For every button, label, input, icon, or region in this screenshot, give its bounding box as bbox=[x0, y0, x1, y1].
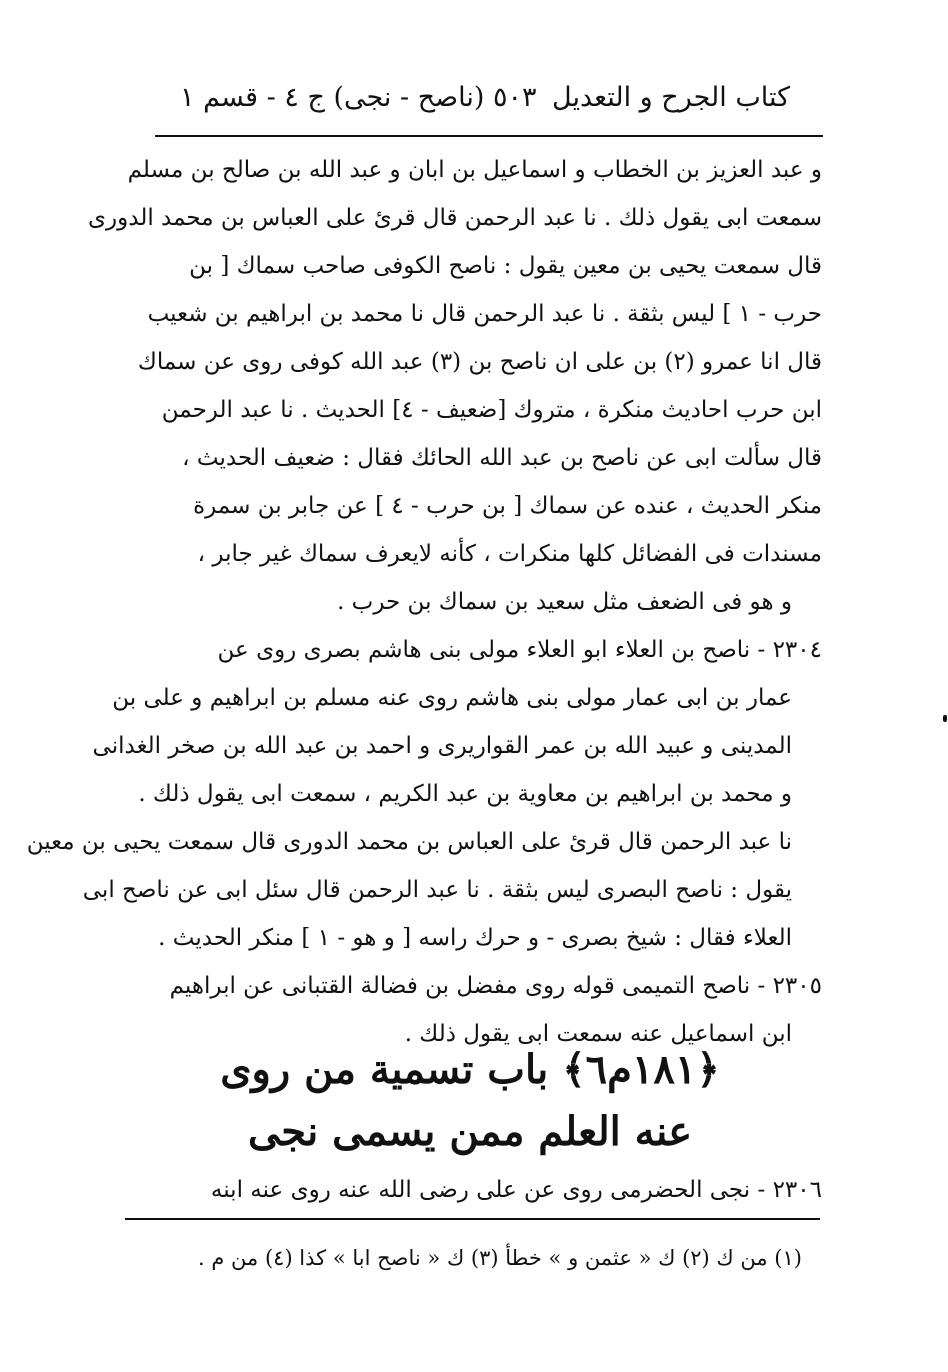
footnote-rule bbox=[125, 1218, 820, 1220]
text-line: منكر الحديث ، عنده عن سماك [ بن حرب - ٤ ] عن جابر بن سمرة bbox=[193, 493, 822, 519]
footnotes: (١) من ك (٢) ك « عثمن و » خطأ (٣) ك « ناصح ابا » كذا (٤) من م . bbox=[198, 1246, 802, 1270]
entry-line: عمار بن ابى عمار مولى بنى هاشم روى عنه مسلم بن ابراهيم و على بن bbox=[112, 685, 792, 711]
header-rule bbox=[155, 135, 823, 137]
margin-mark bbox=[943, 715, 947, 722]
entry-line: ٢٣٠٥ - ناصح التميمى قوله روى مفضل بن فضالة القتبانى عن ابراهيم bbox=[169, 973, 822, 999]
text-line: ابن حرب احاديث منكرة ، متروك [ضعيف - ٤] الحديث . نا عبد الرحمن bbox=[161, 397, 822, 423]
entry-line: العلاء فقال : شيخ بصرى - و حرك راسه [ و هو - ١ ] منكر الحديث . bbox=[158, 925, 792, 951]
entry-line: ابن اسماعيل عنه سمعت ابى يقول ذلك . bbox=[404, 1021, 792, 1047]
entry-2304 bbox=[26, 626, 822, 962]
entry-line: نا عبد الرحمن قال قرئ على العباس بن محمد الدورى قال سمعت يحيى بن معين bbox=[26, 829, 792, 855]
page-header bbox=[150, 82, 790, 122]
entry-line: المدينى و عبيد الله بن عمر القواريرى و احمد بن عبد الله بن صخر الغدانى bbox=[92, 733, 792, 759]
entry-2306: ٢٣٠٦ - نجى الحضرمى روى عن على رضى الله عنه روى عنه ابنه bbox=[210, 1177, 822, 1203]
text-line: قال سألت ابى عن ناصح بن عبد الله الحائك فقال : ضعيف الحديث ، bbox=[182, 445, 822, 471]
section-heading-line-1: ﴿١٨١م٦﴾ باب تسمية من روى bbox=[220, 1046, 720, 1093]
text-line: حرب - ١ ] ليس بثقة . نا عبد الرحمن قال نا محمد بن ابراهيم بن شعيب bbox=[147, 301, 822, 327]
book-title: كتاب الجرح و التعديل bbox=[552, 82, 790, 113]
text-line: قال انا عمرو (٢) بن على ان ناصح بن (٣) عبد الله كوفى روى عن سماك bbox=[137, 349, 822, 375]
text-line: قال سمعت يحيى بن معين يقول : ناصح الكوفى صاحب سماك [ بن bbox=[189, 253, 822, 279]
text-line: سمعت ابى يقول ذلك . نا عبد الرحمن قال قرئ على العباس بن محمد الدورى bbox=[88, 205, 822, 231]
text-line: مسندات فى الفضائل كلها منكرات ، كأنه لايعرف سماك غير جابر ، bbox=[197, 541, 822, 567]
entry-line: و محمد بن ابراهيم بن معاوية بن عبد الكريم ، سمعت ابى يقول ذلك . bbox=[138, 781, 792, 807]
entry-line: يقول : ناصح البصرى ليس بثقة . نا عبد الرحمن قال سئل ابى عن ناصح ابى bbox=[82, 877, 792, 903]
text-line: و عبد العزيز بن الخطاب و اسماعيل بن ابان و عبد الله بن صالح بن مسلم bbox=[127, 157, 822, 183]
section-heading-line-2: عنه العلم ممن يسمى نجى bbox=[247, 1108, 693, 1155]
entry-line: ٢٣٠٤ - ناصح بن العلاء ابو العلاء مولى بنى هاشم بصرى روى عن bbox=[217, 637, 822, 663]
main-text bbox=[26, 146, 822, 1058]
text-line: و هو فى الضعف مثل سعيد بن سماك بن حرب . bbox=[337, 589, 792, 615]
page-number-and-volume: ٥٠٣ (ناصح - نجى) ج ٤ - قسم ١ bbox=[180, 82, 537, 113]
